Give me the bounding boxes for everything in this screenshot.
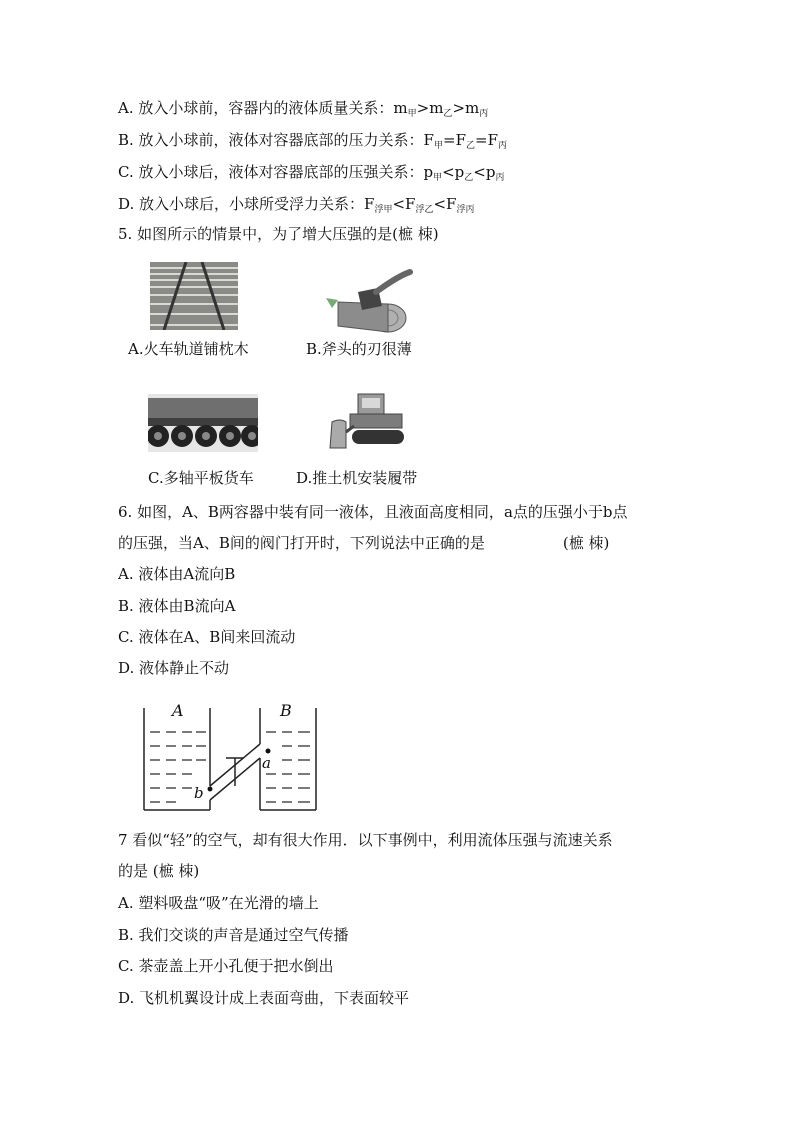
label-container-a: A bbox=[172, 701, 184, 720]
q6-option-b: B. 液体由B流向A bbox=[118, 597, 236, 615]
railway-track-image bbox=[150, 262, 238, 330]
bulldozer-image bbox=[328, 388, 410, 456]
q4-option-d: D. 放入小球后，小球所受浮力关系：$F_{浮甲}<F_{浮乙}<F_{浮丙}$ bbox=[118, 195, 475, 215]
caption-a: A.火车轨道铺枕木 bbox=[128, 340, 249, 358]
q4-option-c: C. 放入小球后，液体对容器底部的压强关系：$p_甲<p_乙<p_丙$ bbox=[118, 163, 505, 183]
flatbed-truck-image bbox=[148, 394, 258, 452]
q4-option-a: A. 放入小球前，容器内的液体质量关系：$m_甲>m_乙>m_丙$ bbox=[118, 99, 489, 119]
caption-d: D.推土机安装履带 bbox=[296, 469, 418, 487]
label-container-b: B bbox=[280, 701, 292, 720]
q7-stem-line1: 7 看似“轻”的空气，却有很大作用．以下事例中，利用流体压强与流速关系 bbox=[118, 831, 613, 849]
q6-option-d: D. 液体静止不动 bbox=[118, 659, 230, 677]
q6-stem-line2: 的压强，当A、B间的阀门打开时，下列说法中正确的是 (樜 栜) bbox=[118, 534, 610, 552]
q6-stem-line1: 6. 如图，A、B两容器中装有同一液体，且液面高度相同，a点的压强小于b点 bbox=[118, 503, 628, 521]
q5-stem: 5. 如图所示的情景中，为了增大压强的是(樜 栜) bbox=[118, 225, 439, 243]
q4-option-b: B. 放入小球前，液体对容器底部的压力关系：$F_甲=F_乙=F_丙$ bbox=[118, 131, 507, 151]
q7-option-a: A. 塑料吸盘“吸”在光滑的墙上 bbox=[118, 894, 319, 912]
axe-image bbox=[318, 262, 414, 334]
caption-c: C.多轴平板货车 bbox=[148, 469, 254, 487]
q7-stem-line2: 的是 (樜 栜) bbox=[118, 862, 200, 880]
caption-b: B.斧头的刃很薄 bbox=[306, 340, 412, 358]
q7-option-d: D. 飞机机翼设计成上表面弯曲，下表面较平 bbox=[118, 989, 410, 1007]
connected-containers-diagram bbox=[138, 696, 324, 814]
q6-option-c: C. 液体在A、B间来回流动 bbox=[118, 628, 296, 646]
label-point-b: b bbox=[194, 784, 204, 802]
q7-option-b: B. 我们交谈的声音是通过空气传播 bbox=[118, 926, 349, 944]
q6-option-a: A. 液体由A流向B bbox=[118, 565, 236, 583]
q7-option-c: C. 茶壶盖上开小孔便于把水倒出 bbox=[118, 957, 334, 975]
label-point-a: a bbox=[262, 754, 271, 772]
